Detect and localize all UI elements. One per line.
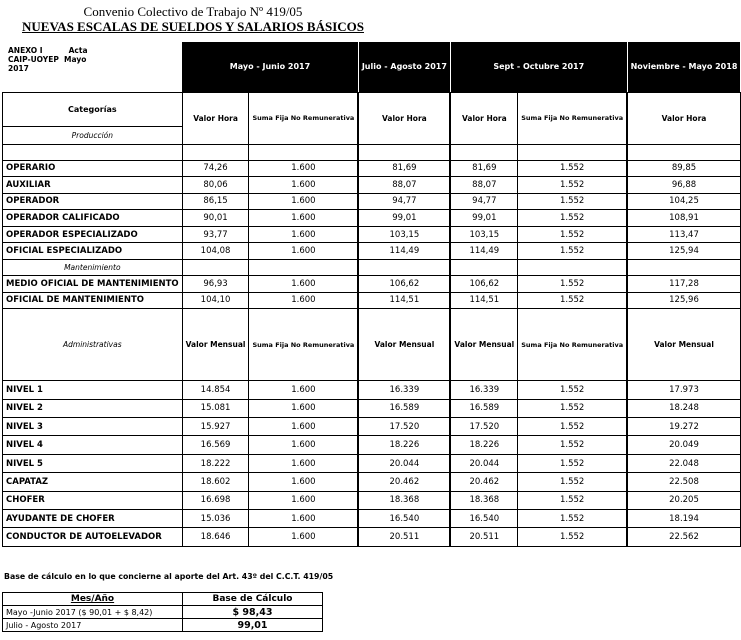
value-cell: 80,06: [182, 177, 249, 194]
value-cell: 16.540: [359, 509, 450, 527]
valor-hora-header: Valor Hora: [182, 92, 249, 144]
category-cell: CHOFER: [3, 491, 183, 509]
suma-fija-cell: 1.552: [518, 276, 627, 293]
table-row: [3, 193, 741, 210]
suma-fija-cell: 1.600: [249, 276, 358, 293]
category-cell: OFICIAL ESPECIALIZADO: [3, 243, 183, 260]
base-period: Julio - Agosto 2017: [3, 619, 183, 632]
category-cell: OPERADOR CALIFICADO: [3, 210, 183, 227]
valor-hora-header: Valor Hora: [359, 92, 450, 144]
value-cell: 17.973: [628, 381, 741, 399]
value-cell: 106,62: [451, 276, 518, 293]
value-cell: 15.081: [182, 399, 249, 417]
table-row: [3, 243, 741, 260]
suma-fija-cell: 1.600: [249, 528, 358, 546]
category-cell: NIVEL 1: [3, 381, 183, 399]
blank-cell: [359, 260, 450, 276]
value-cell: 114,49: [359, 243, 450, 260]
value-cell: 18.248: [628, 399, 741, 417]
suma-fija-cell: 1.600: [249, 177, 358, 194]
valor-mensual-header: Valor Mensual: [628, 309, 741, 381]
value-cell: 99,01: [451, 210, 518, 227]
value-cell: 16.589: [451, 399, 518, 417]
category-cell: OPERARIO: [3, 160, 183, 177]
value-cell: 94,77: [451, 193, 518, 210]
annex-line-1: ANEXO I Acta: [8, 46, 88, 55]
value-cell: 17.520: [451, 418, 518, 436]
value-cell: 18.368: [451, 491, 518, 509]
blank-cell: [451, 144, 518, 160]
blank-cell: [249, 260, 358, 276]
annex-line-3: 2017: [8, 64, 29, 73]
value-cell: 104,08: [182, 243, 249, 260]
value-cell: 88,07: [359, 177, 450, 194]
value-cell: 113,47: [628, 226, 741, 243]
salary-table: [2, 42, 741, 547]
category-cell: MEDIO OFICIAL DE MANTENIMIENTO: [3, 276, 183, 293]
value-cell: 20.205: [628, 491, 741, 509]
value-cell: 22.048: [628, 454, 741, 472]
category-cell: NIVEL 3: [3, 418, 183, 436]
value-cell: 19.272: [628, 418, 741, 436]
base-period: Mayo -Junio 2017 ($ 90,01 + $ 8,42): [3, 606, 183, 619]
value-cell: 104,10: [182, 292, 249, 309]
period-header-row: [3, 42, 741, 92]
suma-fija-cell: 1.600: [249, 292, 358, 309]
value-cell: 15.927: [182, 418, 249, 436]
blank-cell: [249, 144, 358, 160]
value-cell: 94,77: [359, 193, 450, 210]
suma-fija-cell: 1.600: [249, 160, 358, 177]
table-row: [3, 509, 741, 527]
value-cell: 89,85: [628, 160, 741, 177]
suma-fija-cell: 1.552: [518, 528, 627, 546]
category-cell: NIVEL 5: [3, 454, 183, 472]
value-cell: 20.044: [451, 454, 518, 472]
value-cell: 103,15: [451, 226, 518, 243]
categorias-header: Categorías: [3, 92, 183, 126]
value-cell: 96,88: [628, 177, 741, 194]
value-cell: 18.226: [359, 436, 450, 454]
suma-fija-cell: 1.600: [249, 193, 358, 210]
section-mantenimiento: Mantenimiento: [3, 260, 183, 276]
value-cell: 20.511: [359, 528, 450, 546]
category-cell: CONDUCTOR DE AUTOELEVADOR: [3, 528, 183, 546]
category-cell: OFICIAL DE MANTENIMIENTO: [3, 292, 183, 309]
value-cell: 15.036: [182, 509, 249, 527]
value-cell: 16.569: [182, 436, 249, 454]
blank-cell: [518, 260, 627, 276]
suma-fija-cell: 1.552: [518, 418, 627, 436]
period-header-nov-may-2018: Noviembre - Mayo 2018: [628, 42, 741, 92]
table-row: [3, 381, 741, 399]
value-cell: 99,01: [359, 210, 450, 227]
value-cell: 81,69: [451, 160, 518, 177]
category-cell: OPERADOR: [3, 193, 183, 210]
valor-hora-header: Valor Hora: [451, 92, 518, 144]
value-cell: 114,49: [451, 243, 518, 260]
value-cell: 18.368: [359, 491, 450, 509]
blank-cell: [182, 260, 249, 276]
table-row: [3, 491, 741, 509]
table-row: [3, 292, 741, 309]
blank-cell: [182, 144, 249, 160]
section-administrativas: Administrativas: [3, 309, 183, 381]
value-cell: 117,28: [628, 276, 741, 293]
period-header-jul-aug-2017: Julio - Agosto 2017: [359, 42, 450, 92]
base-calculo-header: Base de Cálculo: [183, 593, 323, 606]
table-row: [3, 177, 741, 194]
value-cell: 86,15: [182, 193, 249, 210]
suma-fija-cell: 1.600: [249, 210, 358, 227]
table-row: [3, 276, 741, 293]
value-cell: 20.049: [628, 436, 741, 454]
value-cell: 125,96: [628, 292, 741, 309]
table-row: [3, 399, 741, 417]
blank-cell: [451, 260, 518, 276]
suma-fija-cell: 1.552: [518, 160, 627, 177]
suma-fija-header: Suma Fija No Remunerativa: [518, 92, 627, 144]
suma-fija-cell: 1.552: [518, 226, 627, 243]
suma-fija-header: Suma Fija No Remunerativa: [249, 309, 358, 381]
suma-fija-cell: 1.552: [518, 210, 627, 227]
annex-line-2: CAIP-UOYEP Mayo: [8, 55, 87, 64]
value-cell: 16.589: [359, 399, 450, 417]
period-header-sep-oct-2017: Sept - Octubre 2017: [451, 42, 627, 92]
value-cell: 18.194: [628, 509, 741, 527]
suma-fija-cell: 1.600: [249, 418, 358, 436]
valor-mensual-header: Valor Mensual: [182, 309, 249, 381]
suma-fija-cell: 1.552: [518, 243, 627, 260]
value-cell: 114,51: [359, 292, 450, 309]
table-row: [3, 473, 741, 491]
document-title: Convenio Colectivo de Trabajo Nº 419/05: [83, 4, 303, 19]
value-cell: 20.462: [359, 473, 450, 491]
suma-fija-cell: 1.552: [518, 292, 627, 309]
suma-fija-cell: 1.552: [518, 399, 627, 417]
valor-hora-header: Valor Hora: [628, 92, 741, 144]
value-cell: 106,62: [359, 276, 450, 293]
subheader-row: [3, 92, 741, 126]
suma-fija-cell: 1.600: [249, 509, 358, 527]
blank-cell: [628, 144, 741, 160]
category-cell: NIVEL 2: [3, 399, 183, 417]
value-cell: 17.520: [359, 418, 450, 436]
blank-cell: [3, 144, 183, 160]
suma-fija-cell: 1.600: [249, 436, 358, 454]
value-cell: 108,91: [628, 210, 741, 227]
value-cell: 74,26: [182, 160, 249, 177]
value-cell: 16.540: [451, 509, 518, 527]
table-row: [3, 210, 741, 227]
blank-cell: [518, 144, 627, 160]
value-cell: 93,77: [182, 226, 249, 243]
table-row: [3, 160, 741, 177]
table-row: [3, 528, 741, 546]
blank-cell: [628, 260, 741, 276]
valor-mensual-header: Valor Mensual: [451, 309, 518, 381]
base-calculo-note: Base de cálculo en lo que concierne al aporte del Art. 43º del C.C.T. 419/05: [4, 572, 334, 581]
suma-fija-cell: 1.552: [518, 454, 627, 472]
category-cell: OPERADOR ESPECIALIZADO: [3, 226, 183, 243]
suma-fija-cell: 1.600: [249, 399, 358, 417]
value-cell: 81,69: [359, 160, 450, 177]
value-cell: 18.602: [182, 473, 249, 491]
suma-fija-cell: 1.600: [249, 491, 358, 509]
value-cell: 16.698: [182, 491, 249, 509]
suma-fija-cell: 1.600: [249, 243, 358, 260]
table-row: [3, 436, 741, 454]
value-cell: 18.226: [451, 436, 518, 454]
value-cell: 96,93: [182, 276, 249, 293]
suma-fija-cell: 1.552: [518, 491, 627, 509]
table-row: [3, 226, 741, 243]
value-cell: 88,07: [451, 177, 518, 194]
value-cell: 125,94: [628, 243, 741, 260]
category-cell: AYUDANTE DE CHOFER: [3, 509, 183, 527]
suma-fija-header: Suma Fija No Remunerativa: [518, 309, 627, 381]
suma-fija-cell: 1.552: [518, 177, 627, 194]
value-cell: 18.646: [182, 528, 249, 546]
suma-fija-cell: 1.552: [518, 436, 627, 454]
suma-fija-header: Suma Fija No Remunerativa: [249, 92, 358, 144]
value-cell: 18.222: [182, 454, 249, 472]
blank-cell: [359, 144, 450, 160]
table-row: [3, 454, 741, 472]
suma-fija-cell: 1.600: [249, 473, 358, 491]
value-cell: 104,25: [628, 193, 741, 210]
base-calculo-table: [2, 592, 323, 632]
table-row: [3, 418, 741, 436]
valor-mensual-header: Valor Mensual: [359, 309, 450, 381]
suma-fija-cell: 1.600: [249, 454, 358, 472]
value-cell: 22.508: [628, 473, 741, 491]
category-cell: AUXILIAR: [3, 177, 183, 194]
base-value: 99,01: [183, 619, 323, 632]
category-cell: NIVEL 4: [3, 436, 183, 454]
value-cell: 20.511: [451, 528, 518, 546]
period-header-may-jun-2017: Mayo - Junio 2017: [182, 42, 358, 92]
value-cell: 20.044: [359, 454, 450, 472]
value-cell: 20.462: [451, 473, 518, 491]
suma-fija-cell: 1.552: [518, 193, 627, 210]
value-cell: 103,15: [359, 226, 450, 243]
value-cell: 22.562: [628, 528, 741, 546]
value-cell: 90,01: [182, 210, 249, 227]
section-produccion: Producción: [3, 126, 183, 144]
suma-fija-cell: 1.552: [518, 509, 627, 527]
value-cell: 16.339: [451, 381, 518, 399]
category-cell: CAPATAZ: [3, 473, 183, 491]
suma-fija-cell: 1.600: [249, 381, 358, 399]
suma-fija-cell: 1.552: [518, 381, 627, 399]
mes-anio-header: Mes/Año: [3, 593, 183, 606]
value-cell: 14.854: [182, 381, 249, 399]
value-cell: 114,51: [451, 292, 518, 309]
document-subtitle: NUEVAS ESCALAS DE SUELDOS Y SALARIOS BÁSICOS: [22, 19, 364, 34]
base-value: $ 98,43: [183, 606, 323, 619]
suma-fija-cell: 1.600: [249, 226, 358, 243]
value-cell: 16.339: [359, 381, 450, 399]
suma-fija-cell: 1.552: [518, 473, 627, 491]
